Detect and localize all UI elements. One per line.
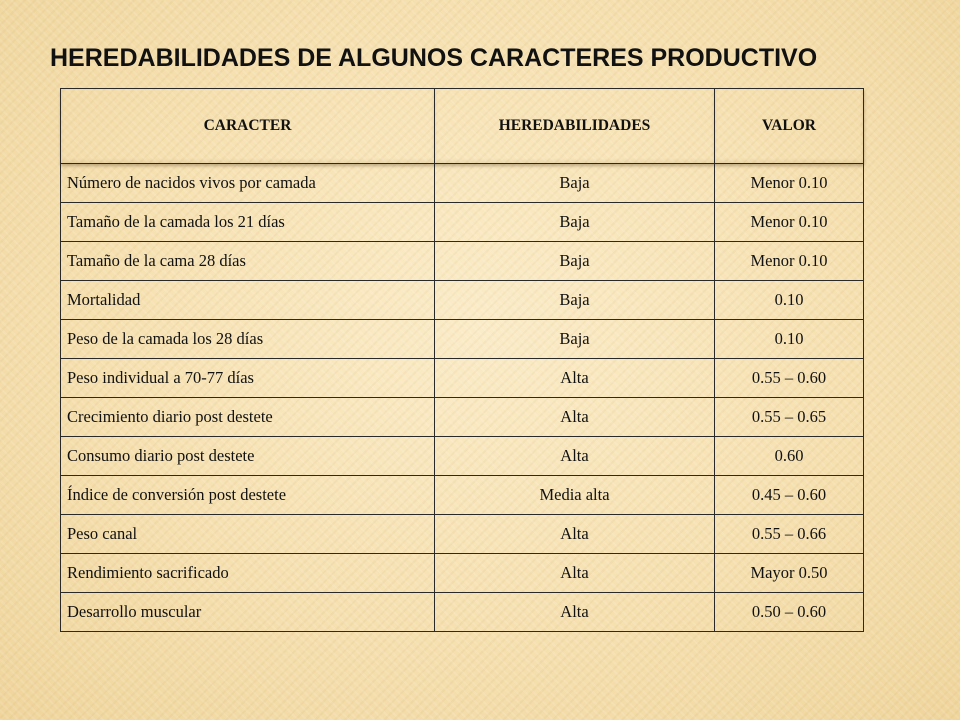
cell-caracter: Número de nacidos vivos por camada	[61, 164, 435, 203]
header-heredabilidades: HEREDABILIDADES	[435, 89, 715, 164]
cell-caracter: Tamaño de la camada los 21 días	[61, 203, 435, 242]
cell-valor: 0.55 – 0.66	[715, 515, 864, 554]
table-row	[61, 476, 864, 515]
table-row	[61, 437, 864, 476]
cell-valor: 0.55 – 0.65	[715, 398, 864, 437]
cell-heredabilidad: Alta	[435, 515, 715, 554]
cell-caracter: Peso individual a 70-77 días	[61, 359, 435, 398]
cell-caracter: Crecimiento diario post destete	[61, 398, 435, 437]
cell-heredabilidad: Baja	[435, 320, 715, 359]
cell-valor: 0.45 – 0.60	[715, 476, 864, 515]
cell-heredabilidad: Baja	[435, 164, 715, 203]
table-row	[61, 554, 864, 593]
table-header-row	[61, 89, 864, 164]
cell-heredabilidad: Alta	[435, 437, 715, 476]
cell-caracter: Peso canal	[61, 515, 435, 554]
cell-valor: 0.50 – 0.60	[715, 593, 864, 632]
cell-caracter: Desarrollo muscular	[61, 593, 435, 632]
cell-heredabilidad: Baja	[435, 242, 715, 281]
cell-caracter: Mortalidad	[61, 281, 435, 320]
cell-valor: Menor 0.10	[715, 203, 864, 242]
cell-heredabilidad: Alta	[435, 398, 715, 437]
cell-caracter: Consumo diario post destete	[61, 437, 435, 476]
cell-valor: 0.10	[715, 281, 864, 320]
cell-caracter: Rendimiento sacrificado	[61, 554, 435, 593]
cell-heredabilidad: Baja	[435, 203, 715, 242]
cell-heredabilidad: Media alta	[435, 476, 715, 515]
cell-valor: 0.55 – 0.60	[715, 359, 864, 398]
table-row	[61, 242, 864, 281]
cell-caracter: Índice de conversión post destete	[61, 476, 435, 515]
cell-valor: 0.60	[715, 437, 864, 476]
page-title: HEREDABILIDADES DE ALGUNOS CARACTERES PRODUCTIVO	[50, 44, 818, 72]
cell-caracter: Peso de la camada los 28 días	[61, 320, 435, 359]
table-row	[61, 320, 864, 359]
table-row	[61, 515, 864, 554]
cell-heredabilidad: Alta	[435, 359, 715, 398]
cell-heredabilidad: Baja	[435, 281, 715, 320]
header-valor: VALOR	[715, 89, 864, 164]
data-table	[60, 88, 864, 632]
table-row	[61, 359, 864, 398]
table-row	[61, 203, 864, 242]
heritability-table	[60, 88, 863, 632]
cell-caracter: Tamaño de la cama 28 días	[61, 242, 435, 281]
cell-valor: Menor 0.10	[715, 242, 864, 281]
table-row	[61, 164, 864, 203]
table-row	[61, 593, 864, 632]
cell-valor: 0.10	[715, 320, 864, 359]
cell-heredabilidad: Alta	[435, 554, 715, 593]
cell-valor: Mayor 0.50	[715, 554, 864, 593]
cell-valor: Menor 0.10	[715, 164, 864, 203]
cell-heredabilidad: Alta	[435, 593, 715, 632]
table-row	[61, 398, 864, 437]
table-row	[61, 281, 864, 320]
header-caracter: CARACTER	[61, 89, 435, 164]
